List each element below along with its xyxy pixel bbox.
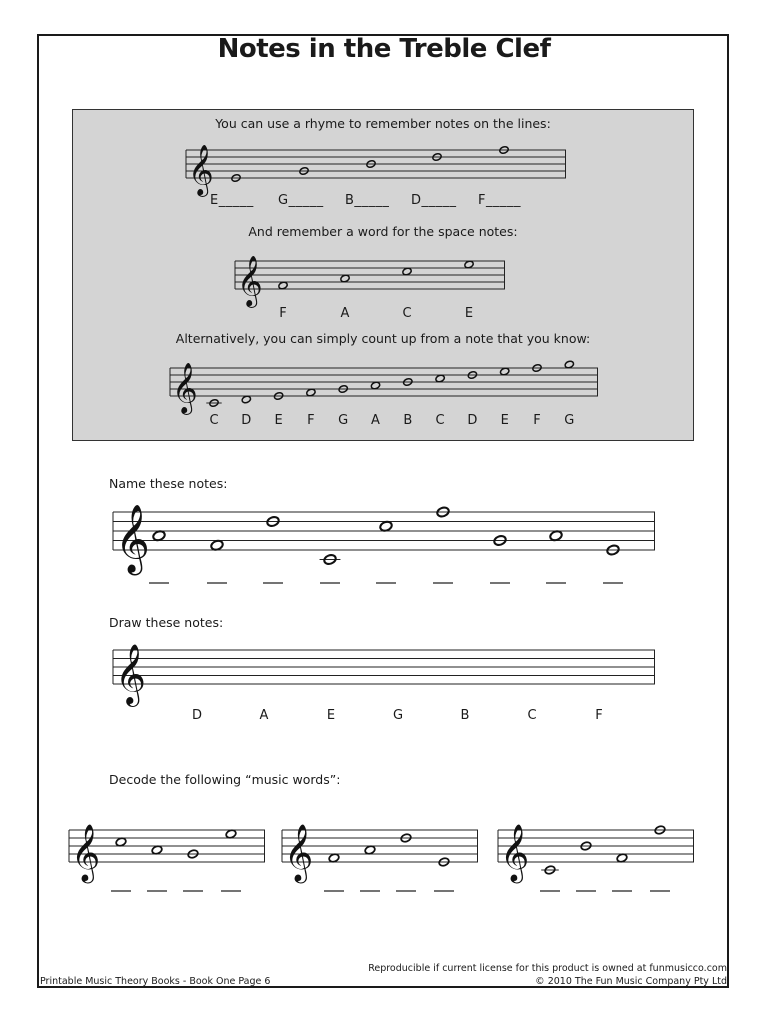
page-title: Notes in the Treble Clef xyxy=(217,34,551,64)
note-letter-label: A xyxy=(259,708,269,723)
note-letter-label: G xyxy=(564,413,575,428)
whole-note xyxy=(379,520,393,532)
treble-clef-icon: 𝄞 xyxy=(188,145,214,196)
decode-word-1-staff xyxy=(69,814,269,904)
license-text: Reproducible if current license for this product is owned at funmusicco.com xyxy=(368,963,727,974)
treble-clef-icon: 𝄞 xyxy=(172,363,198,414)
treble-clef-icon: 𝄞 xyxy=(115,643,147,705)
note-letter-label: D xyxy=(241,413,252,428)
note-letter-label: C xyxy=(435,413,445,428)
note-letter-label: A xyxy=(371,413,380,428)
note-letter-label: B xyxy=(403,413,413,428)
count-notes-staff xyxy=(170,358,600,418)
note-letter-label: E_____ xyxy=(210,193,254,208)
treble-clef-icon: 𝄞 xyxy=(500,823,530,882)
note-letter-label: E xyxy=(500,413,509,428)
note-letter-label: E xyxy=(464,306,474,321)
space-notes-staff xyxy=(235,245,507,305)
whole-note xyxy=(210,539,224,551)
copyright-text: © 2010 The Fun Music Company Pty Ltd xyxy=(535,976,727,987)
note-letter-label: A xyxy=(340,306,350,321)
note-letter-label: C xyxy=(527,708,537,723)
treble-clef-icon: 𝄞 xyxy=(284,823,314,882)
note-letter-label: G_____ xyxy=(278,193,324,208)
footer-book-page: Printable Music Theory Books - Book One Page 6 xyxy=(40,976,271,987)
draw-notes-staff[interactable] xyxy=(113,634,659,705)
note-letter-label: C xyxy=(209,413,219,428)
note-letter-label: F xyxy=(279,306,287,321)
whole-note xyxy=(549,530,563,542)
note-letter-label: G xyxy=(338,413,349,428)
note-letter-label: B xyxy=(460,708,470,723)
note-letter-label: B_____ xyxy=(345,193,390,208)
note-letter-label: F_____ xyxy=(478,193,521,208)
note-letter-label: C xyxy=(402,306,412,321)
decode-word-3-staff xyxy=(498,814,698,904)
note-letter-label: E xyxy=(326,708,336,723)
draw-notes-heading: Draw these notes: xyxy=(109,615,224,630)
note-letter-label: G xyxy=(392,708,404,723)
note-letter-label: D xyxy=(191,708,202,723)
treble-clef-icon: 𝄞 xyxy=(115,503,150,573)
whole-note xyxy=(152,530,166,542)
note-letter-label: F xyxy=(595,708,603,723)
space-notes-caption: And remember a word for the space notes: xyxy=(248,224,518,239)
treble-clef-icon: 𝄞 xyxy=(237,256,263,307)
line-notes-caption: You can use a rhyme to remember notes on the lines: xyxy=(215,116,551,131)
name-notes-staff xyxy=(113,500,659,595)
note-letter-label: D_____ xyxy=(411,193,457,208)
note-letter-label: F xyxy=(533,413,541,428)
note-letter-label: E xyxy=(274,413,283,428)
treble-clef-icon: 𝄞 xyxy=(71,823,101,882)
line-notes-staff xyxy=(186,134,568,194)
count-notes-caption: Alternatively, you can simply count up from a note that you know: xyxy=(175,331,591,346)
note-letter-label: F xyxy=(307,413,315,428)
note-letter-label: D xyxy=(467,413,478,428)
decode-word-2-staff xyxy=(282,814,482,904)
decode-heading-text: Decode the following “music words”: xyxy=(109,772,341,787)
name-notes-heading: Name these notes: xyxy=(109,476,228,491)
